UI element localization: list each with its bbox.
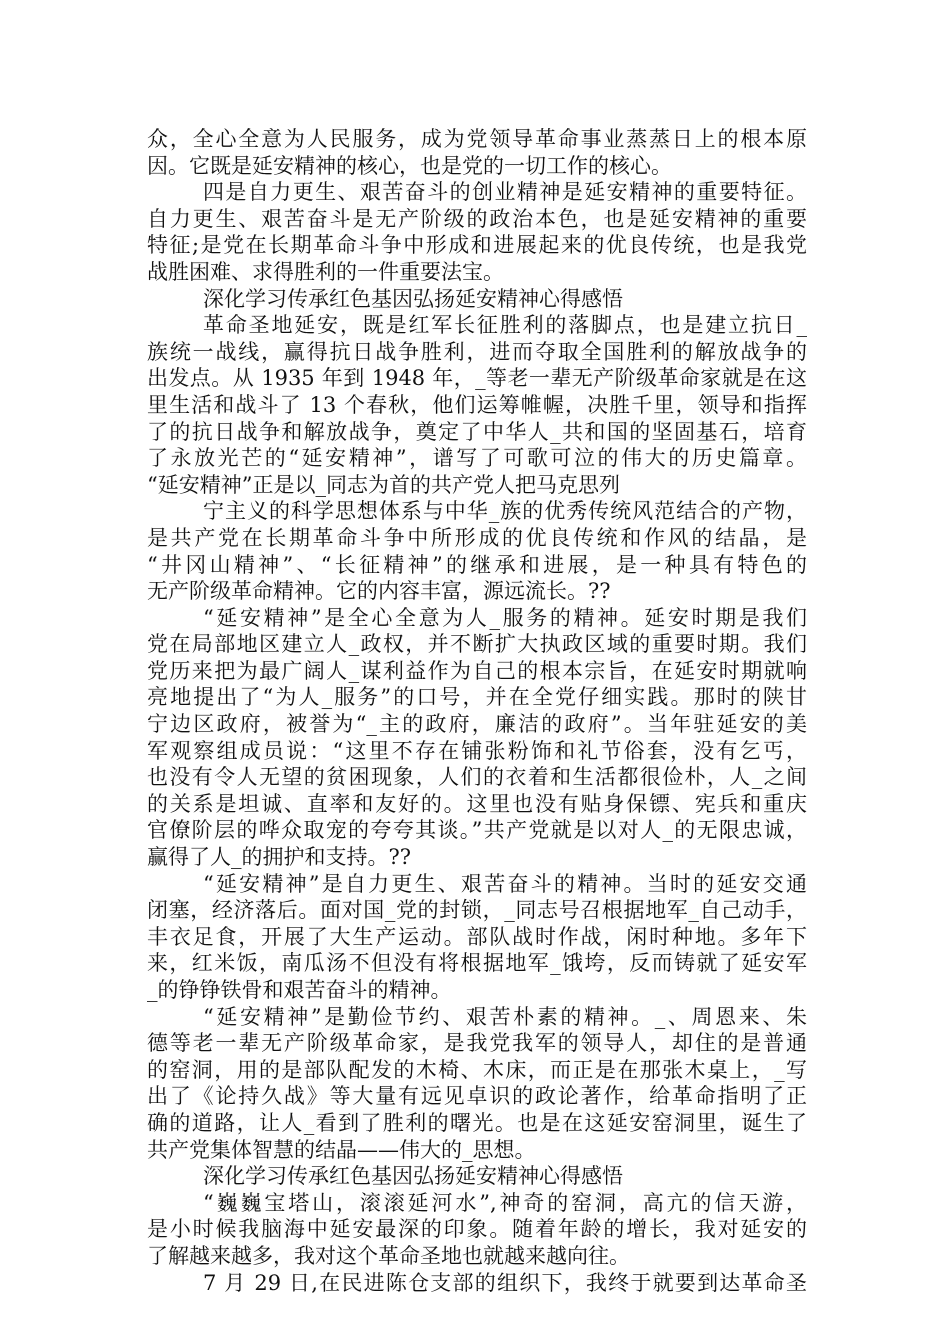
text-line: “巍巍宝塔山，滚滚延河水”,神奇的窑洞，高亢的信天游，	[203, 1190, 807, 1215]
text-line: 里生活和战斗了 13 个春秋，他们运筹帷幄，决胜千里，领导和指挥	[147, 392, 807, 417]
text-line: 宁主义的科学思想体系与中华_族的优秀传统风范结合的产物，	[203, 499, 807, 524]
text-line: 特征;是党在长期革命斗争中形成和进展起来的优良传统，也是我党	[147, 233, 807, 258]
text-line: 族统一战线，赢得抗日战争胜利，进而夺取全国胜利的解放战争的	[147, 339, 807, 364]
text-line: _的铮铮铁骨和艰苦奋斗的精神。	[147, 978, 452, 1002]
text-line: 军观察组成员说：“这里不存在铺张粉饰和礼节俗套，没有乞丐，	[147, 738, 807, 763]
text-line: “井冈山精神”、“长征精神”的继承和进展，是一种具有特色的	[147, 552, 807, 577]
text-line: 了解越来越多，我对这个革命圣地也就越来越向往。	[147, 1243, 630, 1268]
text-line: 出发点。从 1935 年到 1948 年，_等老一辈无产阶级革命家就是在这	[147, 366, 807, 391]
text-line: 自力更生、艰苦奋斗是无产阶级的政治本色，也是延安精神的重要	[147, 206, 807, 231]
text-line: 共产党集体智慧的结晶——伟大的_思想。	[147, 1137, 536, 1162]
text-line: 党在局部地区建立人_政权，并不断扩大执政区域的重要时期。我们	[147, 632, 807, 657]
text-line: 宁边区政府，被誉为“_主的政府，廉洁的政府”。当年驻延安的美	[147, 712, 807, 737]
text-line: 7 月 29 日,在民进陈仓支部的组织下，我终于就要到达革命圣	[203, 1270, 807, 1295]
text-line: 闭塞，经济落后。面对国_党的封锁，_同志号召根据地军_自己动手，	[147, 898, 807, 923]
text-line: 出了《论持久战》等大量有远见卓识的政论著作，给革命指明了正	[147, 1084, 807, 1109]
text-line: 也没有令人无望的贫困现象，人们的衣着和生活都很俭朴，人_之间	[147, 765, 807, 790]
text-line: “延安精神”正是以_同志为首的共产党人把马克思列	[147, 472, 620, 497]
text-line: 党历来把为最广阔人_谋利益作为自己的根本宗旨，在延安时期就响	[147, 658, 807, 683]
text-line: 确的道路，让人_看到了胜利的曙光。也是在这延安窑洞里，诞生了	[147, 1110, 807, 1135]
document-body	[147, 126, 807, 1296]
text-line: “延安精神”是自力更生、艰苦奋斗的精神。当时的延安交通	[203, 871, 807, 896]
text-line: 丰衣足食，开展了大生产运动。部队战时作战，闲时种地。多年下	[147, 924, 807, 949]
text-line: 赢得了人_的拥护和支持。??	[147, 845, 412, 870]
text-line: 是小时候我脑海中延安最深的印象。随着年龄的增长，我对延安的	[147, 1217, 807, 1242]
text-line: 无产阶级革命精神。它的内容丰富，源远流长。??	[147, 579, 611, 604]
text-line: “延安精神”是全心全意为人_服务的精神。延安时期是我们	[203, 605, 807, 630]
text-line: 了的抗日战争和解放战争，奠定了中华人_共和国的坚固基石，培育	[147, 419, 807, 444]
text-line: 的关系是坦诚、直率和友好的。这里也没有贴身保镖、宪兵和重庆	[147, 791, 807, 816]
text-line: 亮地提出了“为人_服务”的口号，并在全党仔细实践。那时的陕甘	[147, 685, 807, 710]
section-heading: 深化学习传承红色基因弘扬延安精神心得感悟	[203, 1164, 623, 1189]
text-line: 四是自力更生、艰苦奋斗的创业精神是延安精神的重要特征。	[203, 180, 807, 205]
text-line: 德等老一辈无产阶级革命家，是我党我军的领导人，却住的是普通	[147, 1031, 807, 1056]
text-line: 革命圣地延安，既是红军长征胜利的落脚点，也是建立抗日_	[203, 313, 807, 338]
text-line: 战胜困难、求得胜利的一件重要法宝。	[147, 259, 504, 284]
text-line: 来，红米饭，南瓜汤不但没有将根据地军_饿垮，反而铸就了延安军	[147, 951, 807, 976]
text-line: 是共产党在长期革命斗争中所形成的优良传统和作风的结晶，是	[147, 525, 807, 550]
text-line: 因。它既是延安精神的核心，也是党的一切工作的核心。	[147, 153, 672, 178]
text-line: 了永放光芒的“延安精神”，谱写了可歌可泣的伟大的历史篇章。	[147, 446, 807, 471]
section-heading: 深化学习传承红色基因弘扬延安精神心得感悟	[203, 286, 623, 311]
text-line: 官僚阶层的哗众取宠的夸夸其谈。”共产党就是以对人_的无限忠诚，	[147, 818, 807, 843]
text-line: 众，全心全意为人民服务，成为党领导革命事业蒸蒸日上的根本原	[147, 127, 807, 151]
text-line: 的窑洞，用的是部队配发的木椅、木床，而正是在那张木桌上，_写	[147, 1057, 807, 1082]
text-line: “延安精神”是勤俭节约、艰苦朴素的精神。_、周恩来、朱	[203, 1004, 807, 1029]
